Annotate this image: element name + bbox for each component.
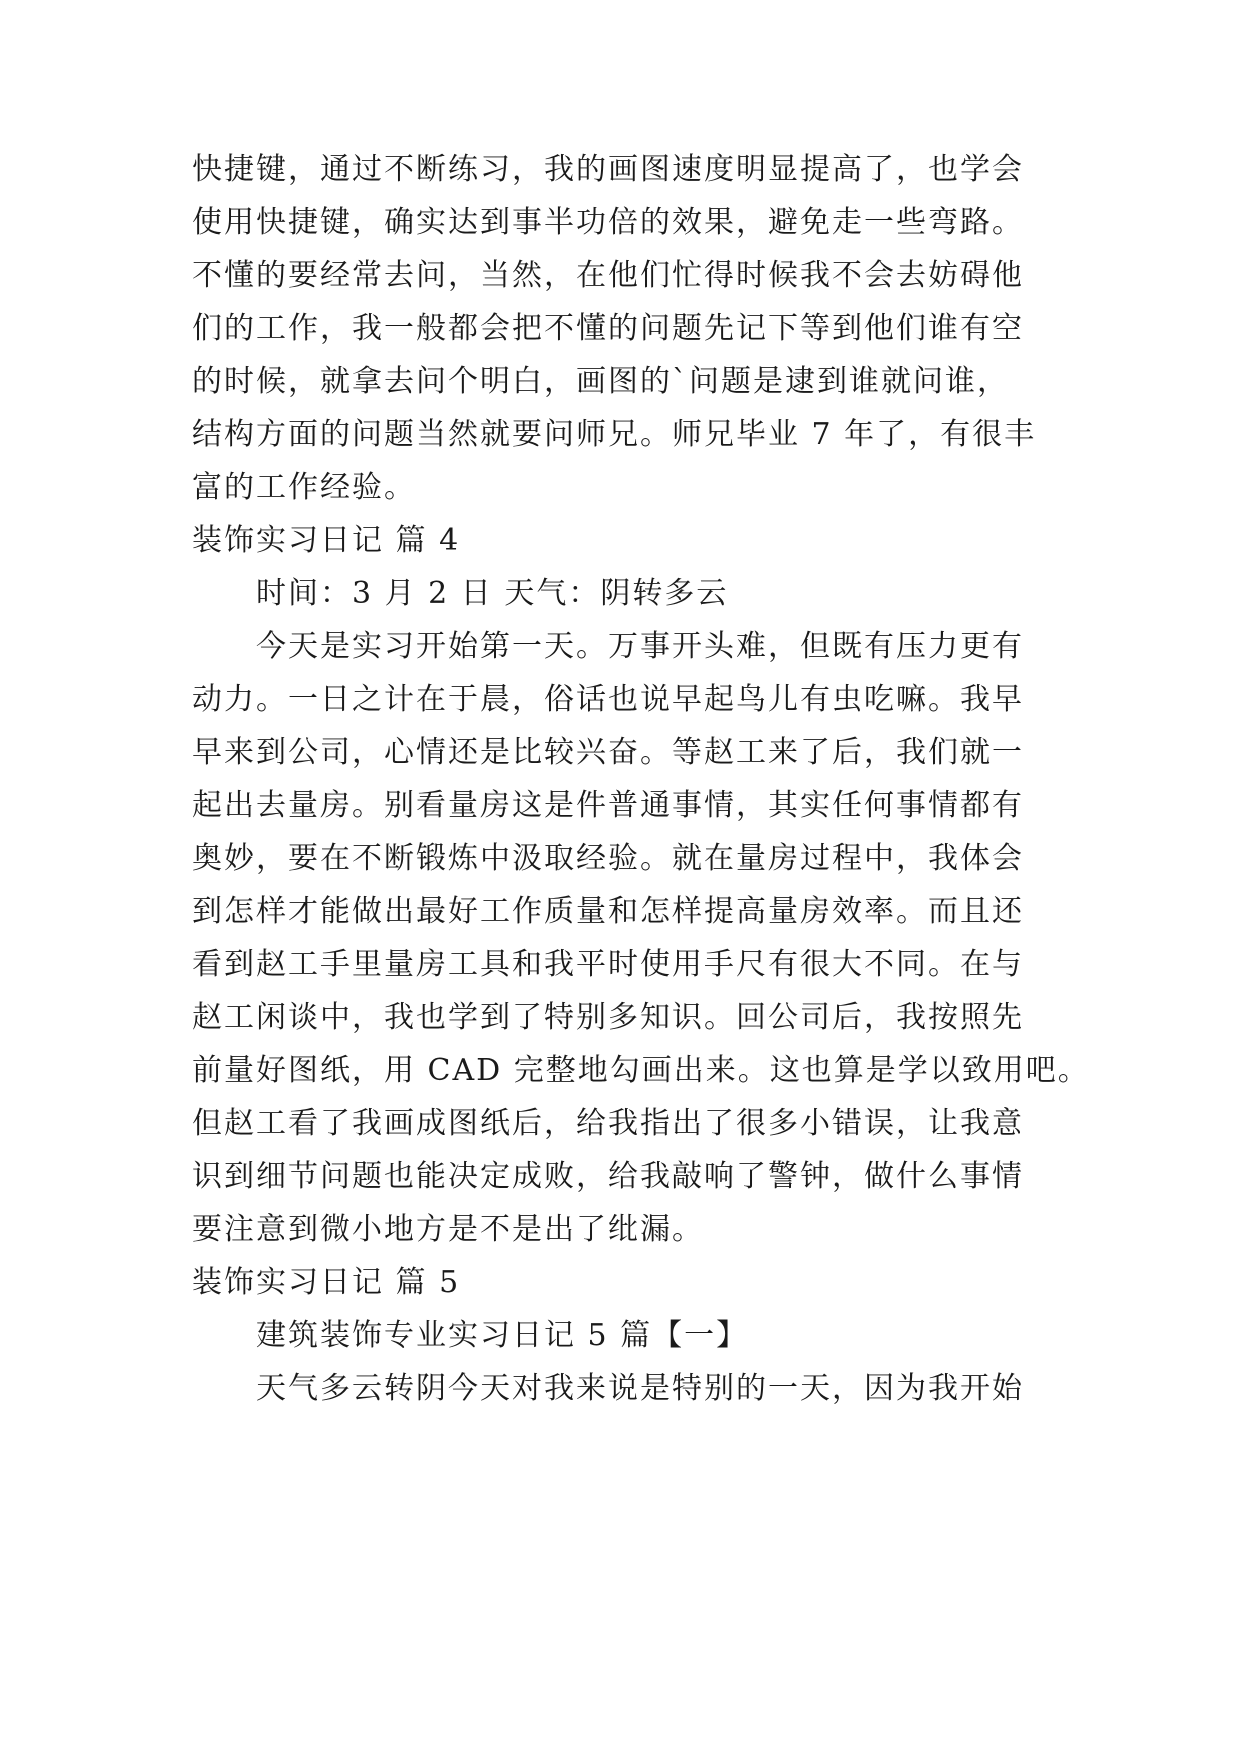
- body-text-line: 到怎样才能做出最好工作质量和怎样提高量房效率。而且还: [192, 894, 1024, 929]
- section-heading: 装饰实习日记 篇 5: [192, 1265, 461, 1300]
- body-text-line: 奥妙，要在不断锻炼中汲取经验。就在量房过程中，我体会: [192, 841, 1024, 876]
- body-text-line: 快捷键，通过不断练习，我的画图速度明显提高了，也学会: [192, 152, 1024, 187]
- body-text-line: 结构方面的问题当然就要问师兄。师兄毕业 7 年了，有很丰: [192, 417, 1037, 452]
- body-text-line: 起出去量房。别看量房这是件普通事情，其实任何事情都有: [192, 788, 1024, 823]
- body-text-line: 不懂的要经常去问，当然，在他们忙得时候我不会去妨碍他: [192, 258, 1024, 293]
- body-text-line: 看到赵工手里量房工具和我平时使用手尺有很大不同。在与: [192, 947, 1024, 982]
- date-weather-line: 时间：3 月 2 日 天气：阴转多云: [256, 576, 729, 611]
- body-text-line: 识到细节问题也能决定成败，给我敲响了警钟，做什么事情: [192, 1159, 1024, 1194]
- body-text-line: 赵工闲谈中，我也学到了特别多知识。回公司后，我按照先: [192, 1000, 1024, 1035]
- body-text-line: 但赵工看了我画成图纸后，给我指出了很多小错误，让我意: [192, 1106, 1024, 1141]
- subsection-heading: 建筑装饰专业实习日记 5 篇【一】: [256, 1318, 749, 1353]
- body-text-line: 早来到公司，心情还是比较兴奋。等赵工来了后，我们就一: [192, 735, 1024, 770]
- body-text-line: 动力。一日之计在于晨，俗话也说早起鸟儿有虫吃嘛。我早: [192, 682, 1024, 717]
- body-text-line: 使用快捷键，确实达到事半功倍的效果，避免走一些弯路。: [192, 205, 1024, 240]
- body-text-line: 天气多云转阴今天对我来说是特别的一天，因为我开始: [256, 1371, 1024, 1406]
- body-text-line: 们的工作，我一般都会把不懂的问题先记下等到他们谁有空: [192, 311, 1024, 346]
- body-text-line: 的时候，就拿去问个明白，画图的`问题是逮到谁就问谁，: [192, 364, 1009, 399]
- body-text-line: 要注意到微小地方是不是出了纰漏。: [192, 1212, 704, 1247]
- body-text-line: 前量好图纸，用 CAD 完整地勾画出来。这也算是学以致用吧。: [192, 1053, 1090, 1088]
- body-text-line: 富的工作经验。: [192, 470, 416, 505]
- body-text-line: 今天是实习开始第一天。万事开头难，但既有压力更有: [256, 629, 1024, 664]
- section-heading: 装饰实习日记 篇 4: [192, 523, 461, 558]
